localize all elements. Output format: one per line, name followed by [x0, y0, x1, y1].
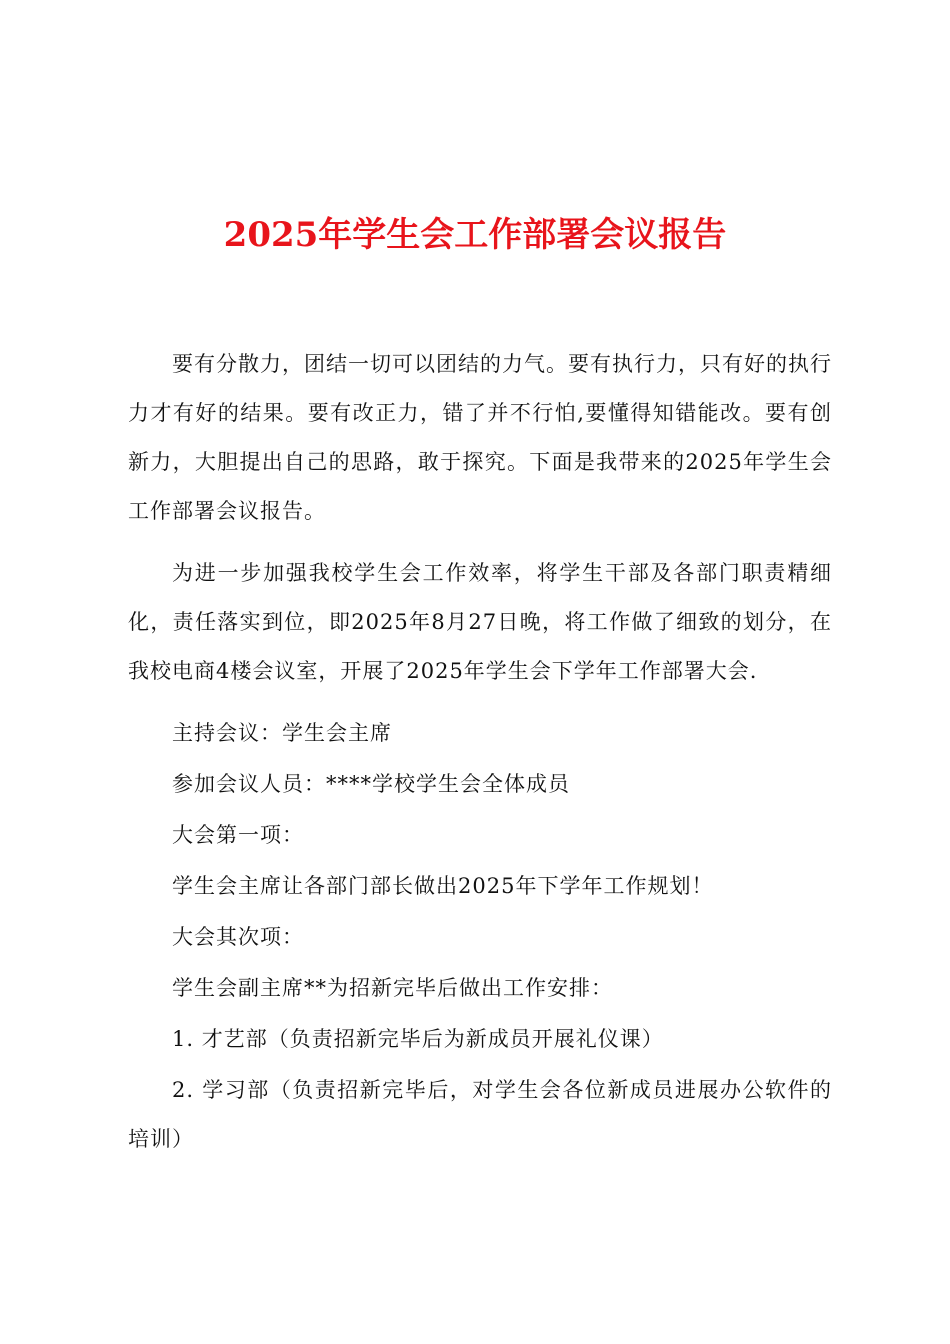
list-item-1: 1. 才艺部（负责招新完毕后为新成员开展礼仪课） [172, 1027, 664, 1051]
document-body [128, 340, 832, 1177]
agenda-item-1-text: 学生会主席让各部门部长做出2025年下学年工作规划！ [172, 874, 714, 898]
meeting-paragraph: 为进一步加强我校学生会工作效率，将学生干部及各部门职责精细化，责任落实到位，即2025年8月27日晚，将工作做了细致的划分，在我校电商4楼会议室，开展了2025年学生会下学年工作部署大会. [128, 561, 832, 683]
intro-paragraph: 要有分散力，团结一切可以团结的力气。要有执行力，只有好的执行力才有好的结果。要有改正力，错了并不行怕,要懂得知错能改。要有创新力，大胆提出自己的思路，敢于探究。下面是我带来的2025年学生会工作部署会议报告。 [128, 352, 832, 523]
list-item-2: 2. 学习部（负责招新完毕后，对学生会各位新成员进展办公软件的培训） [128, 1078, 832, 1151]
document-title: 2025年学生会工作部署会议报告 [223, 215, 727, 255]
host-line: 主持会议：学生会主席 [172, 721, 392, 745]
agenda-item-1-heading: 大会第一项： [172, 823, 304, 847]
agenda-item-2-heading: 大会其次项： [172, 925, 304, 949]
attendees-line: 参加会议人员：****学校学生会全体成员 [172, 772, 570, 796]
agenda-item-2-text: 学生会副主席**为招新完毕后做出工作安排： [172, 976, 613, 1000]
